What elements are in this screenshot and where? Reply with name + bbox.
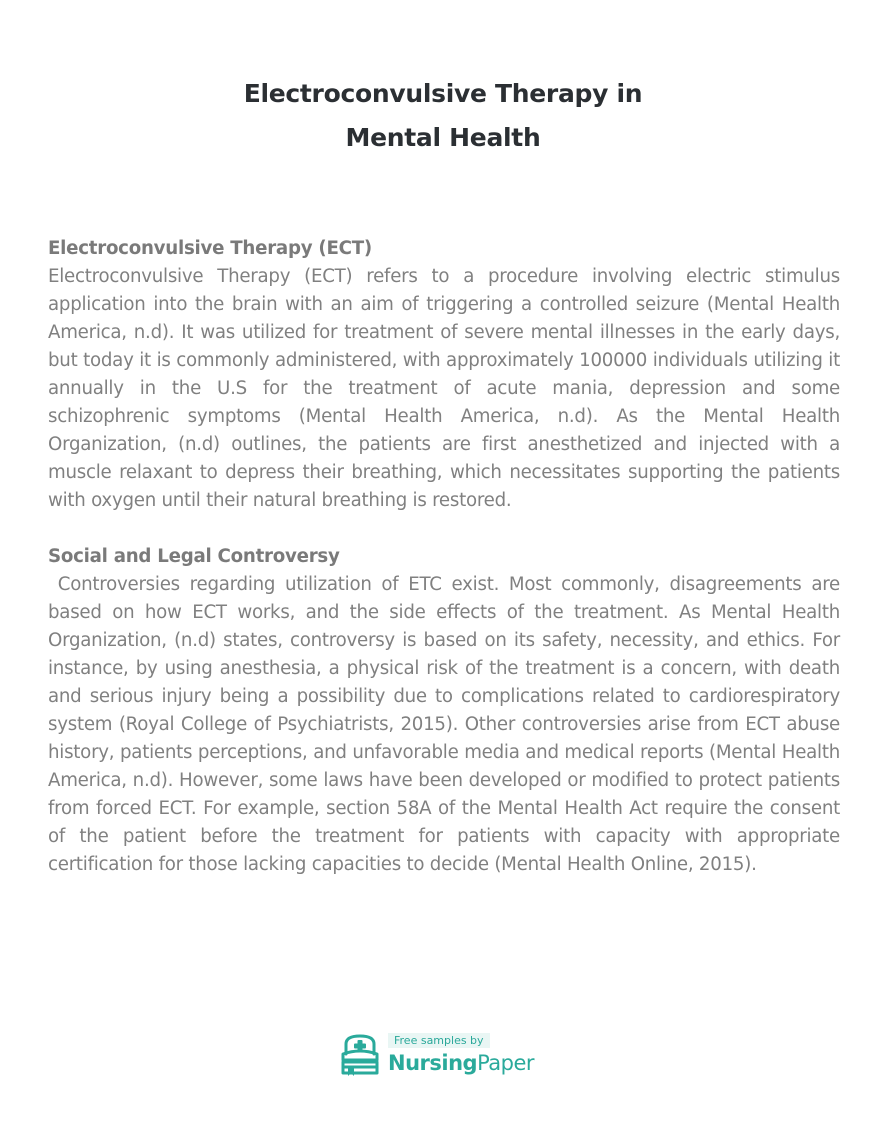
title-line-2: Mental Health xyxy=(345,123,541,152)
brand-name-bold: Nursing xyxy=(388,1051,478,1075)
section-controversy xyxy=(48,543,840,879)
section-spacer xyxy=(48,515,840,543)
section-heading: Electroconvulsive Therapy (ECT) xyxy=(48,238,372,259)
nurse-cap-book-icon xyxy=(338,1032,382,1076)
document-title xyxy=(0,72,872,160)
free-samples-badge: Free samples by xyxy=(388,1033,490,1048)
section-paragraph: Electroconvulsive Therapy (ECT) refers to a procedure involving electric stimulus application into the brain with an aim of triggering a controlled seizure (Mental Health America, n.d). It was utilized for treatment of severe mental illnesses in the early days, but today it is commonly administered, with approximately 100000 individuals utilizing it annually in the U.S for the treatment of acute mania, depression and some schizophrenic symptoms (Mental Health America, n.d). As the Mental Health Organization, (n.d) outlines, the patients are first anesthetized and injected with a muscle relaxant to depress their breathing, which necessitates supporting the patients with oxygen until their natural breathing is restored. xyxy=(48,266,840,511)
brand-name xyxy=(388,1050,534,1076)
document-body xyxy=(48,235,840,879)
brand-name-light: Paper xyxy=(477,1051,535,1075)
section-ect xyxy=(48,235,840,515)
title-line-1: Electroconvulsive Therapy in xyxy=(243,79,643,108)
section-heading: Social and Legal Controversy xyxy=(48,546,340,567)
section-paragraph: Controversies regarding utilization of ETC exist. Most commonly, disagreements are based on how ECT works, and the side effects of the treatment. As Mental Health Organization, (n.d) states, controversy is based on its safety, necessity, and ethics. For instance, by using anesthesia, a physical risk of the treatment is a concern, with death and serious injury being a possibility due to complications related to cardiorespiratory system (Royal College of Psychiatrists, 2015). Other controversies arise from ECT abuse history, patients perceptions, and unfavorable media and medical reports (Mental Health America, n.d). However, some laws have been developed or modified to protect patients from forced ECT. For example, section 58A of the Mental Health Act require the consent of the patient before the treatment for patients with capacity with appropriate certification for those lacking capacities to decide (Mental Health Online, 2015). xyxy=(48,574,840,875)
footer-logo[interactable] xyxy=(338,1032,538,1080)
